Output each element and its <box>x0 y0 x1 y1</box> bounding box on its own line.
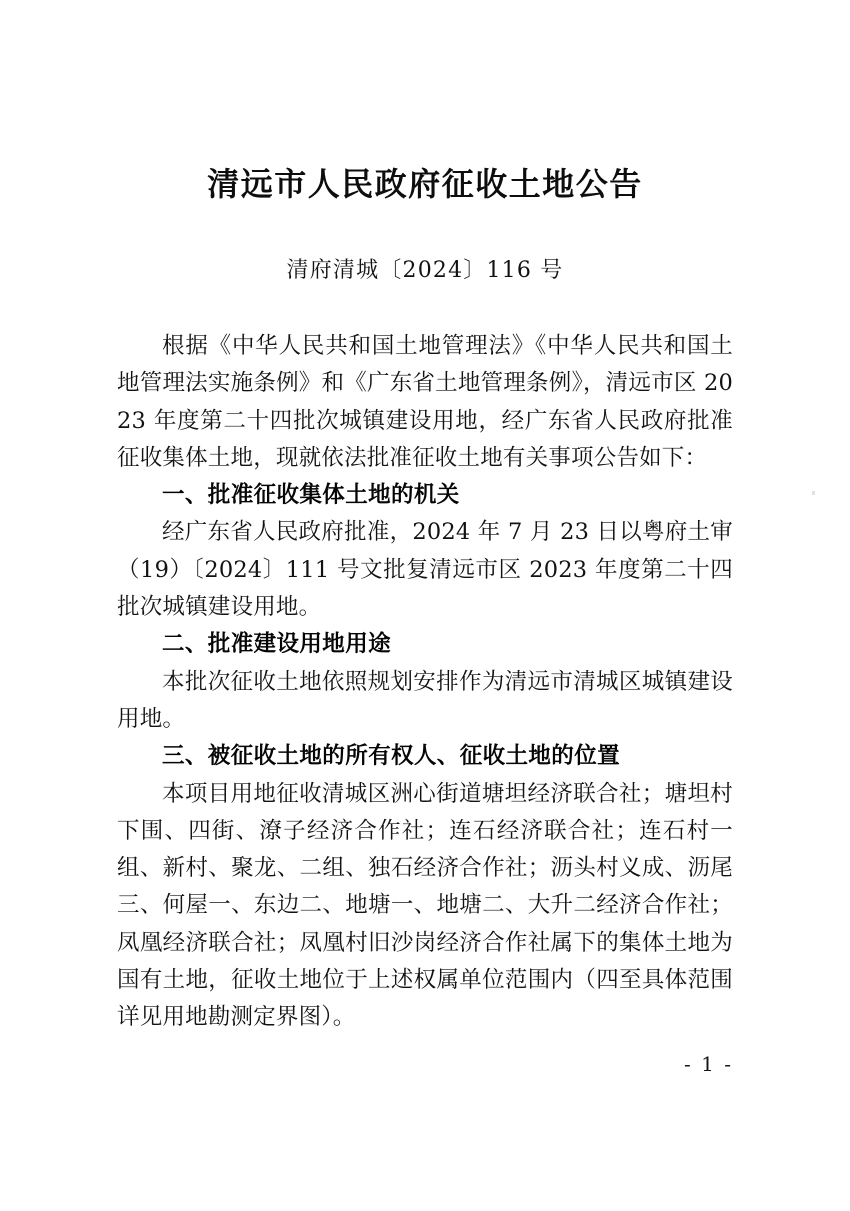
body-paragraph: 本项目用地征收清城区洲心街道塘坦经济联合社；塘坦村下围、四街、潦子经济合作社；连石经济联合社；连石村一组、新村、聚龙、二组、独石经济合作社；沥头村义成、沥尾三、何屋一、东边二、地塘一、地塘二、大升二经济合作社；凤凰经济联合社；凤凰村旧沙岗经济合作社属下的集体土地为国有土地，征收土地位于上述权属单位范围内（四至具体范围详见用地勘测定界图）。 <box>117 780 733 1031</box>
body-paragraph: 本批次征收土地依照规划安排作为清远市清城区城镇建设用地。 <box>117 668 733 732</box>
page-number: - 1 - <box>684 1052 733 1076</box>
section-heading: 三、被征收土地的所有权人、征收土地的位置 <box>162 743 621 770</box>
document-body <box>117 288 733 1037</box>
body-paragraph: 根据《中华人民共和国土地管理法》《中华人民共和国土地管理法实施条例》和《广东省土地管理条例》，清远市区 2023 年度第二十四批次城镇建设用地，经广东省人民政府批准征收集体土地，现就依法批准征收土地有关事项公告如下： <box>117 333 733 471</box>
scan-artifact-speck <box>812 491 815 495</box>
section-heading: 二、批准建设用地用途 <box>162 631 392 658</box>
document-content <box>117 0 733 1037</box>
document-number: 清府清城〔2024〕116 号 <box>286 258 564 283</box>
page-title: 清远市人民政府征收土地公告 <box>207 165 643 203</box>
body-paragraph: 经广东省人民政府批准，2024 年 7 月 23 日以粤府土审（19）〔2024〕111 号文批复清远市区 2023 年度第二十四批次城镇建设用地。 <box>117 519 733 621</box>
section-heading: 一、批准征收集体土地的机关 <box>162 482 460 509</box>
